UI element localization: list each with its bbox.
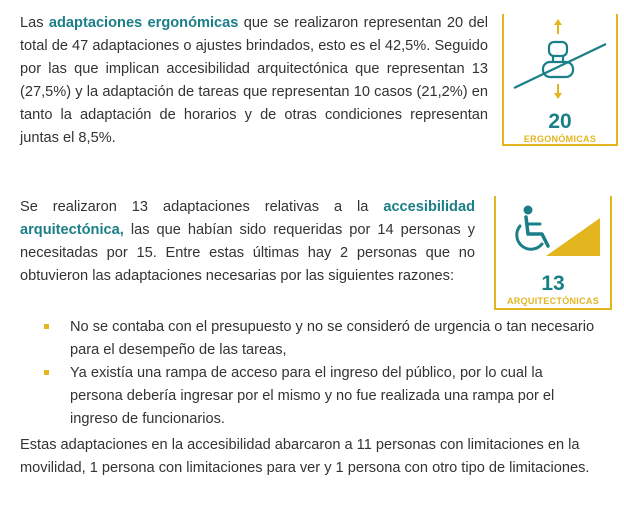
architectural-stat-number: 13 bbox=[541, 272, 565, 295]
accessibility-text-start: Se realizaron 13 adaptaciones relativas a la bbox=[20, 199, 384, 215]
accessibility-paragraph bbox=[20, 196, 475, 288]
ergonomic-chair-icon bbox=[510, 18, 610, 104]
bullet-marker bbox=[44, 324, 49, 329]
ergonomic-stat-label: ERGONÓMICAS bbox=[523, 134, 597, 144]
accessibility-text-rest: las que habían sido requeridas por 14 personas y necesitadas por 15. Entre estas últimas hay 2 personas que no obtuvieron las adaptaciones necesarias por las siguientes razones: bbox=[20, 222, 475, 284]
list-item bbox=[44, 362, 596, 431]
list-item-text: Ya existía una rampa de acceso para el ingreso del público, por lo cual la persona debería ingresar por el mismo y no fue realizada una rampa por el ingreso de funcionarios. bbox=[70, 365, 555, 427]
ergonomic-paragraph bbox=[20, 12, 488, 150]
bullet-marker bbox=[44, 370, 49, 375]
ergonomic-text-rest: que se realizaron representan 20 del total de 47 adaptaciones o ajustes brindados, esto es el 42,5%. Seguido por las que implican accesibilidad arquitectónica que representan 13 (27,5%) y la adaptación de tareas que representan 10 casos (21,2%) en tanto la adaptación de horarios y de otras condiciones representan juntas el 8,5%. bbox=[20, 15, 488, 146]
architectural-stat-box bbox=[494, 196, 612, 310]
closing-paragraph: Estas adaptaciones en la accesibilidad abarcaron a 11 personas con limitaciones en la movilidad, 1 persona con limitaciones para ver y 1 persona con otro tipo de limitaciones. bbox=[20, 437, 590, 476]
ergonomic-stat-box bbox=[502, 14, 618, 146]
wheelchair-ramp-icon bbox=[506, 204, 602, 260]
reasons-list bbox=[44, 316, 596, 431]
ergonomic-highlight: adaptaciones ergonómicas bbox=[48, 15, 239, 31]
list-item-text: No se contaba con el presupuesto y no se consideró de urgencia o tan necesario para el desempeño de las tareas, bbox=[70, 319, 595, 358]
architectural-stat-label: ARQUITECTÓNICAS bbox=[507, 296, 599, 306]
ergonomic-text-start: Las bbox=[20, 15, 49, 31]
accessibility-highlight: accesibilidad arquitectónica, bbox=[20, 199, 475, 238]
list-item bbox=[44, 316, 596, 362]
ergonomic-stat-number: 20 bbox=[548, 110, 572, 133]
